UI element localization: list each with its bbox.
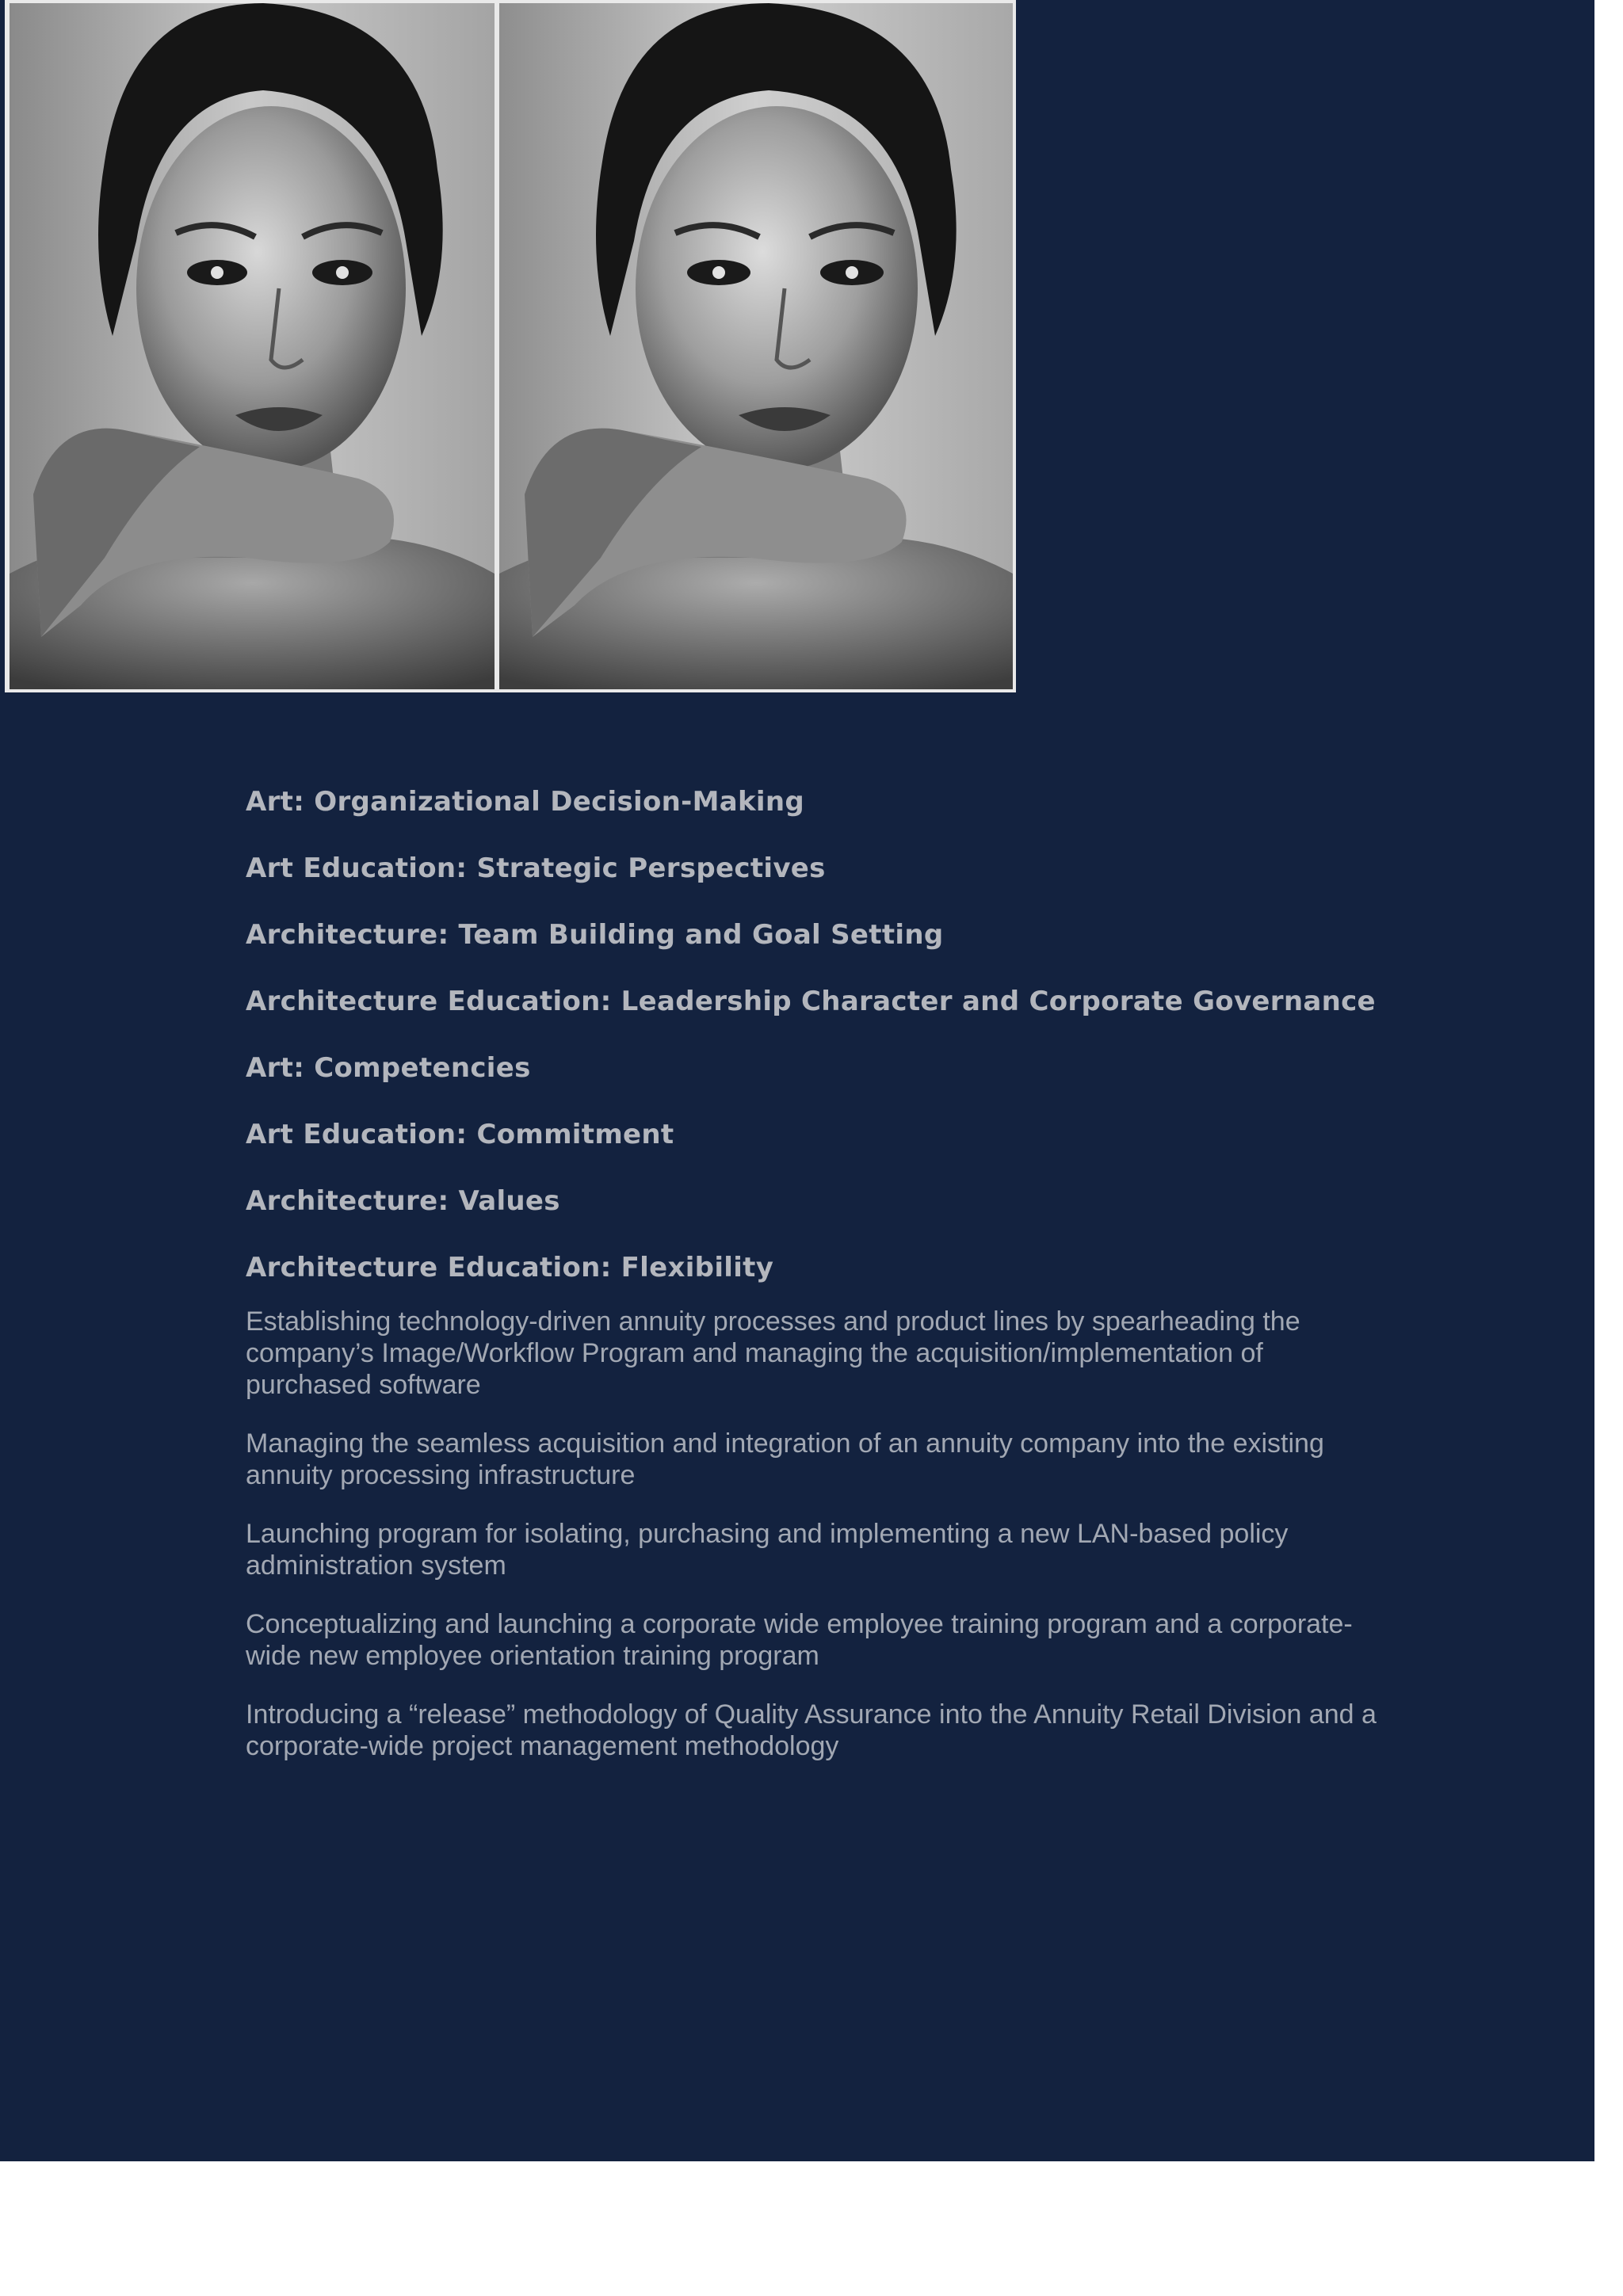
accomplishment-paragraph: Establishing technology-driven annuity processes and product lines by spearheading the company’s Image/Workflow Program and managing the acquisition/implementation of purchased software: [246, 1306, 1300, 1400]
section-heading: Art Education: Commitment: [246, 1119, 674, 1150]
section-heading: Architecture Education: Flexibility: [246, 1252, 774, 1283]
section-heading: Architecture: Values: [246, 1185, 560, 1217]
section-heading: Art: Competencies: [246, 1052, 531, 1084]
section-heading: Art Education: Strategic Perspectives: [246, 852, 826, 884]
accomplishment-paragraph: Introducing a “release” methodology of Quality Assurance into the Annuity Retail Division and a corporate-wide project management methodology: [246, 1699, 1377, 1761]
portrait-photo-right: [499, 3, 1013, 689]
section-heading: Architecture Education: Leadership Character and Corporate Governance: [246, 986, 1376, 1017]
accomplishment-paragraph: Managing the seamless acquisition and integration of an annuity company into the existing annuity processing infrastructure: [246, 1428, 1324, 1490]
accomplishment-paragraph: Launching program for isolating, purchasing and implementing a new LAN-based policy administration system: [246, 1519, 1289, 1581]
section-heading: Architecture: Team Building and Goal Setting: [246, 919, 944, 951]
portrait-photo-strip: [5, 0, 1016, 692]
accomplishment-paragraph: Conceptualizing and launching a corporate wide employee training program and a corporate-wide new employee orientation training program: [246, 1609, 1353, 1671]
content-column: [246, 786, 1387, 1789]
portrait-photo-left: [10, 3, 495, 689]
section-heading: Art: Organizational Decision-Making: [246, 786, 804, 818]
